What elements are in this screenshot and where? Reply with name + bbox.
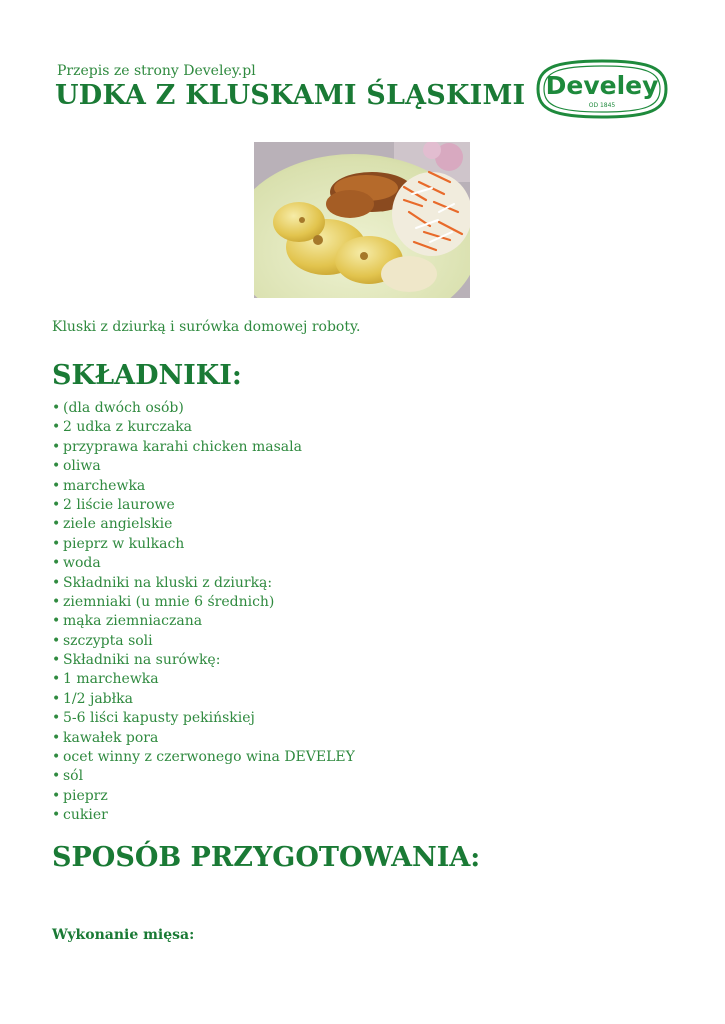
list-item: • sól	[52, 767, 355, 786]
list-item: • marchewka	[52, 477, 355, 496]
list-item: • 2 liście laurowe	[52, 496, 355, 515]
bullet: •	[52, 496, 61, 513]
bullet: •	[52, 749, 61, 766]
list-item: • pieprz	[52, 787, 355, 806]
bullet: •	[52, 477, 61, 494]
list-item: • przyprawa karahi chicken masala	[52, 438, 355, 457]
list-item: • Składniki na surówkę:	[52, 651, 355, 670]
bullet: •	[52, 613, 61, 630]
bullet: •	[52, 574, 61, 591]
bullet: •	[52, 652, 61, 669]
list-item: • woda	[52, 554, 355, 573]
ingredients-heading: SKŁADNIKI:	[52, 360, 242, 391]
method-heading: SPOSÓB PRZYGOTOWANIA:	[52, 842, 481, 873]
list-item: • 1/2 jabłka	[52, 690, 355, 709]
bullet: •	[52, 768, 61, 785]
list-item: • oliwa	[52, 457, 355, 476]
bullet: •	[52, 690, 61, 707]
bullet: •	[52, 710, 61, 727]
dish-photo	[254, 142, 470, 298]
bullet: •	[52, 438, 61, 455]
list-item: • (dla dwóch osób)	[52, 399, 355, 418]
list-item: • mąka ziemniaczana	[52, 612, 355, 631]
list-item: • szczypta soli	[52, 632, 355, 651]
list-item: • ziemniaki (u mnie 6 średnich)	[52, 593, 355, 612]
source-line: Przepis ze strony Develey.pl	[57, 63, 256, 79]
bullet: •	[52, 419, 61, 436]
bullet: •	[52, 458, 61, 475]
recipe-intro: Kluski z dziurką i surówka domowej roboty.	[52, 319, 361, 335]
bullet: •	[52, 535, 61, 552]
bullet: •	[52, 729, 61, 746]
logo-wordmark: Develey	[545, 71, 659, 100]
list-item: • ziele angielskie	[52, 515, 355, 534]
bullet: •	[52, 593, 61, 610]
bullet: •	[52, 400, 61, 416]
bullet: •	[52, 555, 61, 572]
list-item: • cukier	[52, 806, 355, 825]
bullet: •	[52, 516, 61, 533]
list-item: • 5-6 liści kapusty pekińskiej	[52, 709, 355, 728]
bullet: •	[52, 807, 61, 824]
ingredients-list	[52, 399, 355, 826]
list-item: • pieprz w kulkach	[52, 535, 355, 554]
recipe-title: UDKA Z KLUSKAMI ŚLĄSKIMI	[55, 80, 526, 111]
bullet: •	[52, 671, 61, 688]
list-item: • Składniki na kluski z dziurką:	[52, 574, 355, 593]
develey-logo	[532, 56, 672, 122]
bullet: •	[52, 632, 61, 649]
list-item: • ocet winny z czerwonego wina DEVELEY	[52, 748, 355, 767]
bullet: •	[52, 787, 61, 804]
list-item: • 2 udka z kurczaka	[52, 418, 355, 437]
method-subheading: Wykonanie mięsa:	[52, 927, 195, 943]
list-item: • kawałek pora	[52, 729, 355, 748]
list-item: • 1 marchewka	[52, 670, 355, 689]
logo-since: OD 1845	[588, 102, 616, 109]
